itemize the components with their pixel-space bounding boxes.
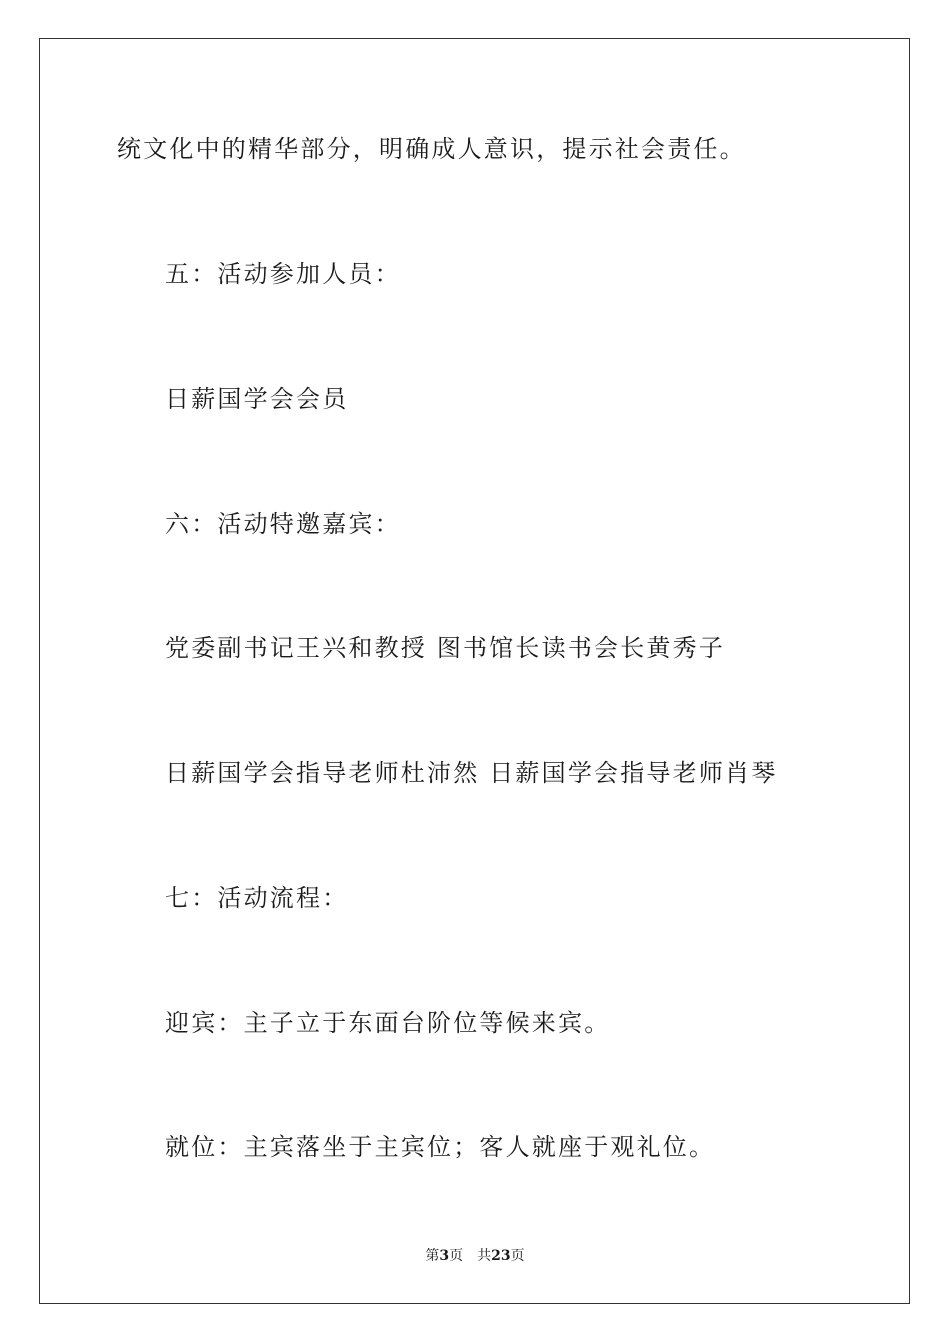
page-footer — [0, 1246, 950, 1266]
paragraph-guests-line-2: 日薪国学会指导老师杜沛然 日薪国学会指导老师肖琴 — [165, 759, 778, 787]
paragraph-tradition-essence: 统文化中的精华部分，明确成人意识，提示社会责任。 — [117, 135, 746, 163]
heading-process: 七：活动流程： — [165, 884, 349, 912]
footer-total-suffix: 页 — [510, 1248, 525, 1264]
footer-page-number: 3 — [439, 1248, 450, 1264]
paragraph-welcome: 迎宾：主子立于东面台阶位等候来宾。 — [165, 1009, 611, 1037]
footer-page-suffix: 页 — [449, 1248, 464, 1264]
footer-page-prefix: 第 — [425, 1248, 440, 1264]
paragraph-seating: 就位：主宾落坐于主宾位；客人就座于观礼位。 — [165, 1133, 716, 1161]
footer-total-prefix: 共 — [477, 1248, 492, 1264]
paragraph-members: 日薪国学会会员 — [165, 385, 349, 413]
heading-guests: 六：活动特邀嘉宾： — [165, 510, 401, 538]
heading-participants: 五：活动参加人员： — [165, 260, 401, 288]
footer-total-pages: 23 — [491, 1248, 511, 1264]
page-frame — [39, 38, 910, 1304]
paragraph-guests-line-1: 党委副书记王兴和教授 图书馆长读书会长黄秀子 — [165, 634, 726, 662]
